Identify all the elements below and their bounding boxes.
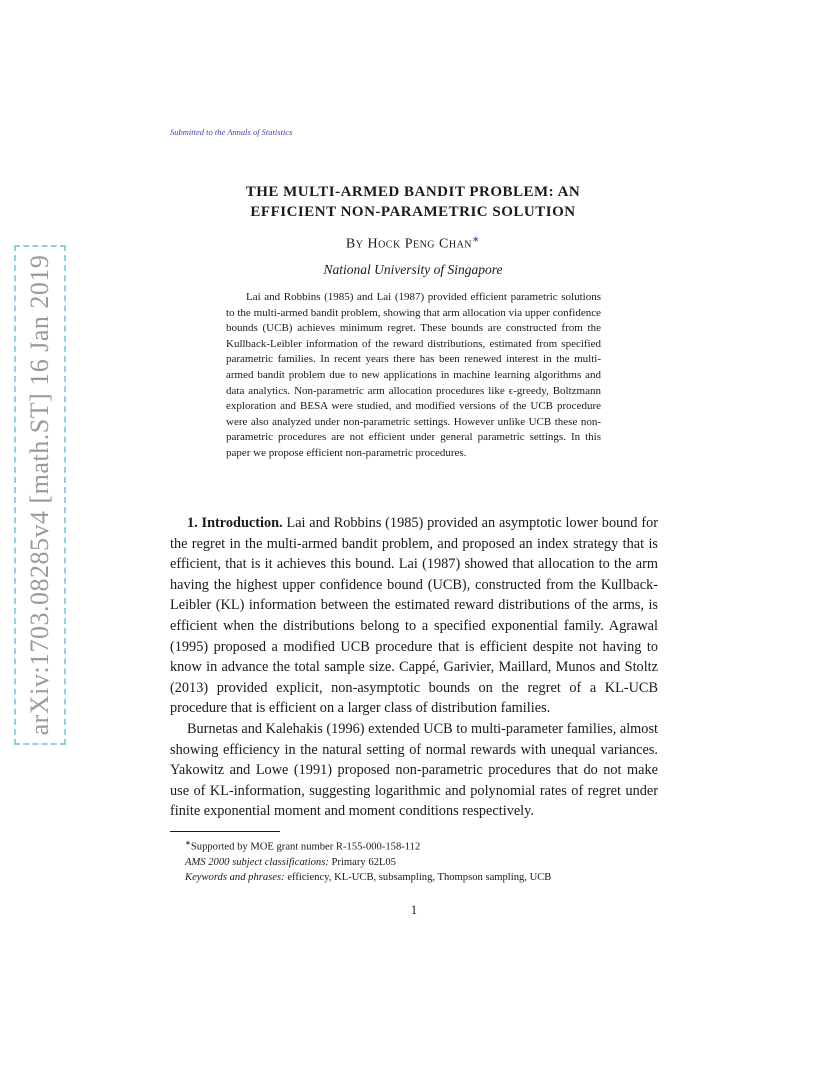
arxiv-side-stamp — [14, 245, 66, 745]
footnote-keywords — [170, 870, 658, 885]
affiliation: National University of Singapore — [323, 262, 503, 277]
intro-paragraph-1-text: Lai and Robbins (1985) provided an asymptotic lower bound for the regret in the multi-armed bandit problem, and proposed an index strategy that is efficient, that is it achieves this bound. Lai (1987) showed that allocation to the arm having the highest upper confidence bound (UCB), constructed from the Kullback-Leibler (KL) information between the estimated reward distributions of the arms, is efficient when the distributions belong to a specified exponential family. Agrawal (1995) proposed a modified UCB procedure that is efficient despite not having to know in advance the total sample size. Cappé, Garivier, Maillard, Munos and Stoltz (2013) provided explicit, non-asymptotic bounds on the regret of a KL-UCB procedure that is efficient on a larger class of distribution families. — [170, 515, 658, 717]
footnote-funding — [170, 836, 658, 855]
arxiv-identifier[interactable]: arXiv:1703.08285v4 [math.ST] 16 Jan 2019 — [25, 254, 54, 736]
footnote-marker: ∗ — [185, 839, 191, 847]
section-heading: 1. Introduction. — [187, 515, 283, 531]
title-line-2: EFFICIENT NON-PARAMETRIC SOLUTION — [250, 204, 576, 220]
footnotes — [170, 836, 658, 885]
author-footnote-marker[interactable]: ∗ — [472, 234, 481, 244]
paper-title — [170, 182, 656, 222]
title-line-1: THE MULTI-ARMED BANDIT PROBLEM: AN — [245, 184, 581, 200]
footnote-ams-lead: AMS 2000 subject classifications: — [185, 856, 329, 868]
footnote-divider — [170, 831, 280, 832]
footnote-ams — [170, 855, 658, 870]
author-name: By Hock Peng Chan — [345, 236, 473, 252]
intro-paragraph-2: Burnetas and Kalehakis (1996) extended UCB to multi-parameter families, almost showing efficiency in the natural setting of normal rewards with unequal variances. Yakowitz and Lowe (1991) proposed non-parametric procedures that do not make use of KL-information, suggesting logarithmic and polynomial rates of regret under finite exponential moment and moment conditions respectively. — [170, 721, 658, 820]
footnote-ams-text: Primary 62L05 — [328, 856, 396, 868]
running-header[interactable]: Submitted to the Annals of Statistics — [170, 127, 293, 137]
abstract: Lai and Robbins (1985) and Lai (1987) provided efficient parametric solutions to the multi-armed bandit problem, showing that arm allocation via upper confidence bounds (UCB) achieves minimum regret. These bounds are constructed from the Kullback-Leibler information of the reward distributions, estimated from specified parametric families. In recent years there has been renewed interest in the multi-armed bandit problem due to new applications in machine learning algorithms and data analytics. Non-parametric arm allocation procedures like ϵ-greedy, Boltzmann exploration and BESA were studied, and modified versions of the UCB procedure were also analyzed under non-parametric settings. However unlike UCB these non-parametric procedures are not efficient under general parametric settings. In this paper we propose efficient non-parametric procedures. — [226, 291, 601, 459]
intro-paragraph-1 — [170, 513, 658, 719]
footnote-funding-text: Supported by MOE grant number R-155-000-158-112 — [190, 841, 421, 853]
page-number: 1 — [410, 903, 418, 917]
author-line — [170, 234, 656, 253]
footnote-keywords-text: efficiency, KL-UCB, subsampling, Thompson sampling, UCB — [284, 871, 552, 883]
footnote-keywords-lead: Keywords and phrases: — [185, 871, 285, 883]
